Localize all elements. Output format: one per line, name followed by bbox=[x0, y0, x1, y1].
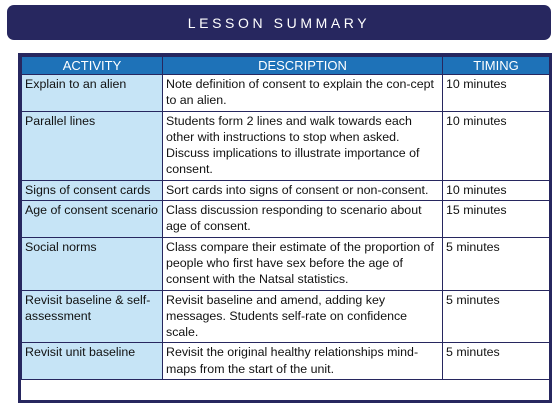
activity-cell: Age of consent scenario bbox=[22, 201, 163, 238]
column-header-timing: TIMING bbox=[443, 57, 550, 75]
lesson-summary-banner bbox=[7, 5, 551, 40]
activity-cell: Social norms bbox=[22, 237, 163, 290]
activity-cell: Parallel lines bbox=[22, 111, 163, 180]
description-cell: Class discussion responding to scenario about age of consent. bbox=[163, 201, 443, 238]
description-cell: Revisit the original healthy relationships mind-maps from the start of the unit. bbox=[163, 343, 443, 380]
table-row bbox=[22, 343, 550, 380]
column-header-description: DESCRIPTION bbox=[163, 57, 443, 75]
activity-cell: Signs of consent cards bbox=[22, 180, 163, 200]
timing-cell: 5 minutes bbox=[443, 237, 550, 290]
lesson-summary-table bbox=[21, 56, 550, 380]
column-header-activity: ACTIVITY bbox=[22, 57, 163, 75]
table-row bbox=[22, 111, 550, 180]
activity-cell: Revisit baseline & self-assessment bbox=[22, 290, 163, 343]
timing-cell: 10 minutes bbox=[443, 111, 550, 180]
description-cell: Class compare their estimate of the proportion of people who first have sex before the age of consent with the Natsal statistics. bbox=[163, 237, 443, 290]
timing-cell: 10 minutes bbox=[443, 75, 550, 112]
table-row bbox=[22, 237, 550, 290]
activity-cell: Revisit unit baseline bbox=[22, 343, 163, 380]
timing-cell: 15 minutes bbox=[443, 201, 550, 238]
timing-cell: 10 minutes bbox=[443, 180, 550, 200]
timing-cell: 5 minutes bbox=[443, 290, 550, 343]
description-cell: Note definition of consent to explain the con-cept to an alien. bbox=[163, 75, 443, 112]
table-row bbox=[22, 201, 550, 238]
table-row bbox=[22, 180, 550, 200]
table-row bbox=[22, 75, 550, 112]
activity-cell: Explain to an alien bbox=[22, 75, 163, 112]
timing-cell: 5 minutes bbox=[443, 343, 550, 380]
lesson-table-frame bbox=[18, 53, 552, 403]
description-cell: Revisit baseline and amend, adding key messages. Students self-rate on confidence scale. bbox=[163, 290, 443, 343]
page-title: LESSON SUMMARY bbox=[187, 14, 371, 31]
description-cell: Students form 2 lines and walk towards each other with instructions to stop when asked. Discuss implications to illustrate importance of consent. bbox=[163, 111, 443, 180]
table-header-row bbox=[22, 57, 550, 75]
table-row bbox=[22, 290, 550, 343]
description-cell: Sort cards into signs of consent or non-consent. bbox=[163, 180, 443, 200]
